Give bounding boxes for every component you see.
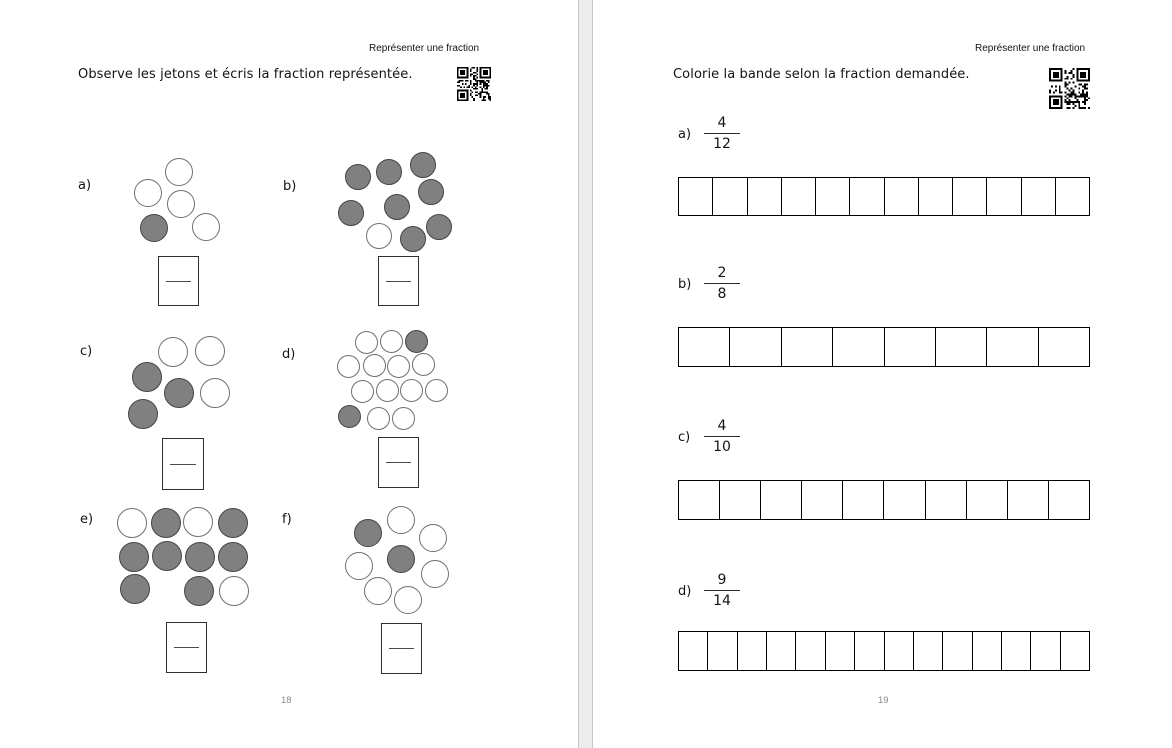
strip-cell (679, 632, 708, 670)
strip-cell (782, 178, 816, 215)
strip-cell (953, 178, 987, 215)
exercise-label-d: d) (282, 347, 296, 362)
fraction-value (704, 116, 740, 151)
strip-cell (987, 178, 1021, 215)
strip-cell (885, 632, 914, 670)
strip-cell (796, 632, 825, 670)
fraction-strip (678, 480, 1090, 520)
strip-cell (1002, 632, 1031, 670)
strip-cell (730, 328, 781, 366)
strip-cell (973, 632, 1002, 670)
strip-cell (914, 632, 943, 670)
fraction-numerator: 4 (704, 116, 740, 134)
fraction-denominator: 8 (717, 286, 727, 302)
strip-cell (720, 481, 761, 519)
exercise-label-c: c) (678, 430, 691, 445)
strip-cell (855, 632, 884, 670)
fraction-denominator: 14 (713, 593, 731, 609)
instruction-right: Colorie la bande selon la fraction demandée. (673, 67, 970, 82)
page-number-right: 19 (878, 695, 889, 706)
fraction-denominator: 12 (713, 136, 731, 152)
fraction-denominator: 10 (713, 439, 731, 455)
fraction-strip (678, 177, 1090, 216)
strip-cell (850, 178, 884, 215)
strip-cell (885, 328, 936, 366)
exercise-label-a: a) (678, 127, 692, 142)
strip-cell (1008, 481, 1049, 519)
strip-cell (708, 632, 737, 670)
fraction-value (704, 266, 740, 301)
strip-cell (967, 481, 1008, 519)
strip-cell (936, 328, 987, 366)
fraction-numerator: 2 (704, 266, 740, 284)
strip-cell (826, 632, 855, 670)
strip-cell (843, 481, 884, 519)
page-number-left: 18 (281, 695, 292, 706)
running-head-left: Représenter une fraction (369, 43, 480, 54)
exercise-label-b: b) (678, 277, 692, 292)
exercise-label-d: d) (678, 584, 692, 599)
fraction-strip (678, 327, 1090, 367)
strip-cell (1031, 632, 1060, 670)
fraction-numerator: 9 (704, 573, 740, 591)
strip-cell (679, 178, 713, 215)
running-head-right: Représenter une fraction (975, 43, 1086, 54)
strip-cell (1049, 481, 1089, 519)
strip-cell (884, 481, 925, 519)
exercise-label-f: f) (282, 512, 292, 527)
strip-cell (802, 481, 843, 519)
strip-cell (885, 178, 919, 215)
strip-cell (1022, 178, 1056, 215)
instruction-left: Observe les jetons et écris la fraction représentée. (78, 67, 413, 82)
exercise-label-a: a) (78, 178, 92, 193)
exercise-label-b: b) (283, 179, 297, 194)
strip-cell (1056, 178, 1089, 215)
strip-cell (761, 481, 802, 519)
strip-cell (738, 632, 767, 670)
strip-cell (1061, 632, 1089, 670)
strip-cell (713, 178, 747, 215)
strip-cell (1039, 328, 1089, 366)
exercise-label-c: c) (80, 344, 93, 359)
strip-cell (679, 328, 730, 366)
strip-cell (943, 632, 972, 670)
fraction-strip (678, 631, 1090, 671)
strip-cell (767, 632, 796, 670)
strip-cell (748, 178, 782, 215)
fraction-value (704, 573, 740, 608)
strip-cell (782, 328, 833, 366)
exercise-label-e: e) (80, 512, 94, 527)
qr-code-icon-right (1049, 68, 1090, 109)
fraction-numerator: 4 (704, 419, 740, 437)
strip-cell (987, 328, 1038, 366)
strip-cell (816, 178, 850, 215)
strip-cell (833, 328, 884, 366)
fraction-value (704, 419, 740, 454)
strip-cell (679, 481, 720, 519)
strip-cell (919, 178, 953, 215)
strip-cell (926, 481, 967, 519)
